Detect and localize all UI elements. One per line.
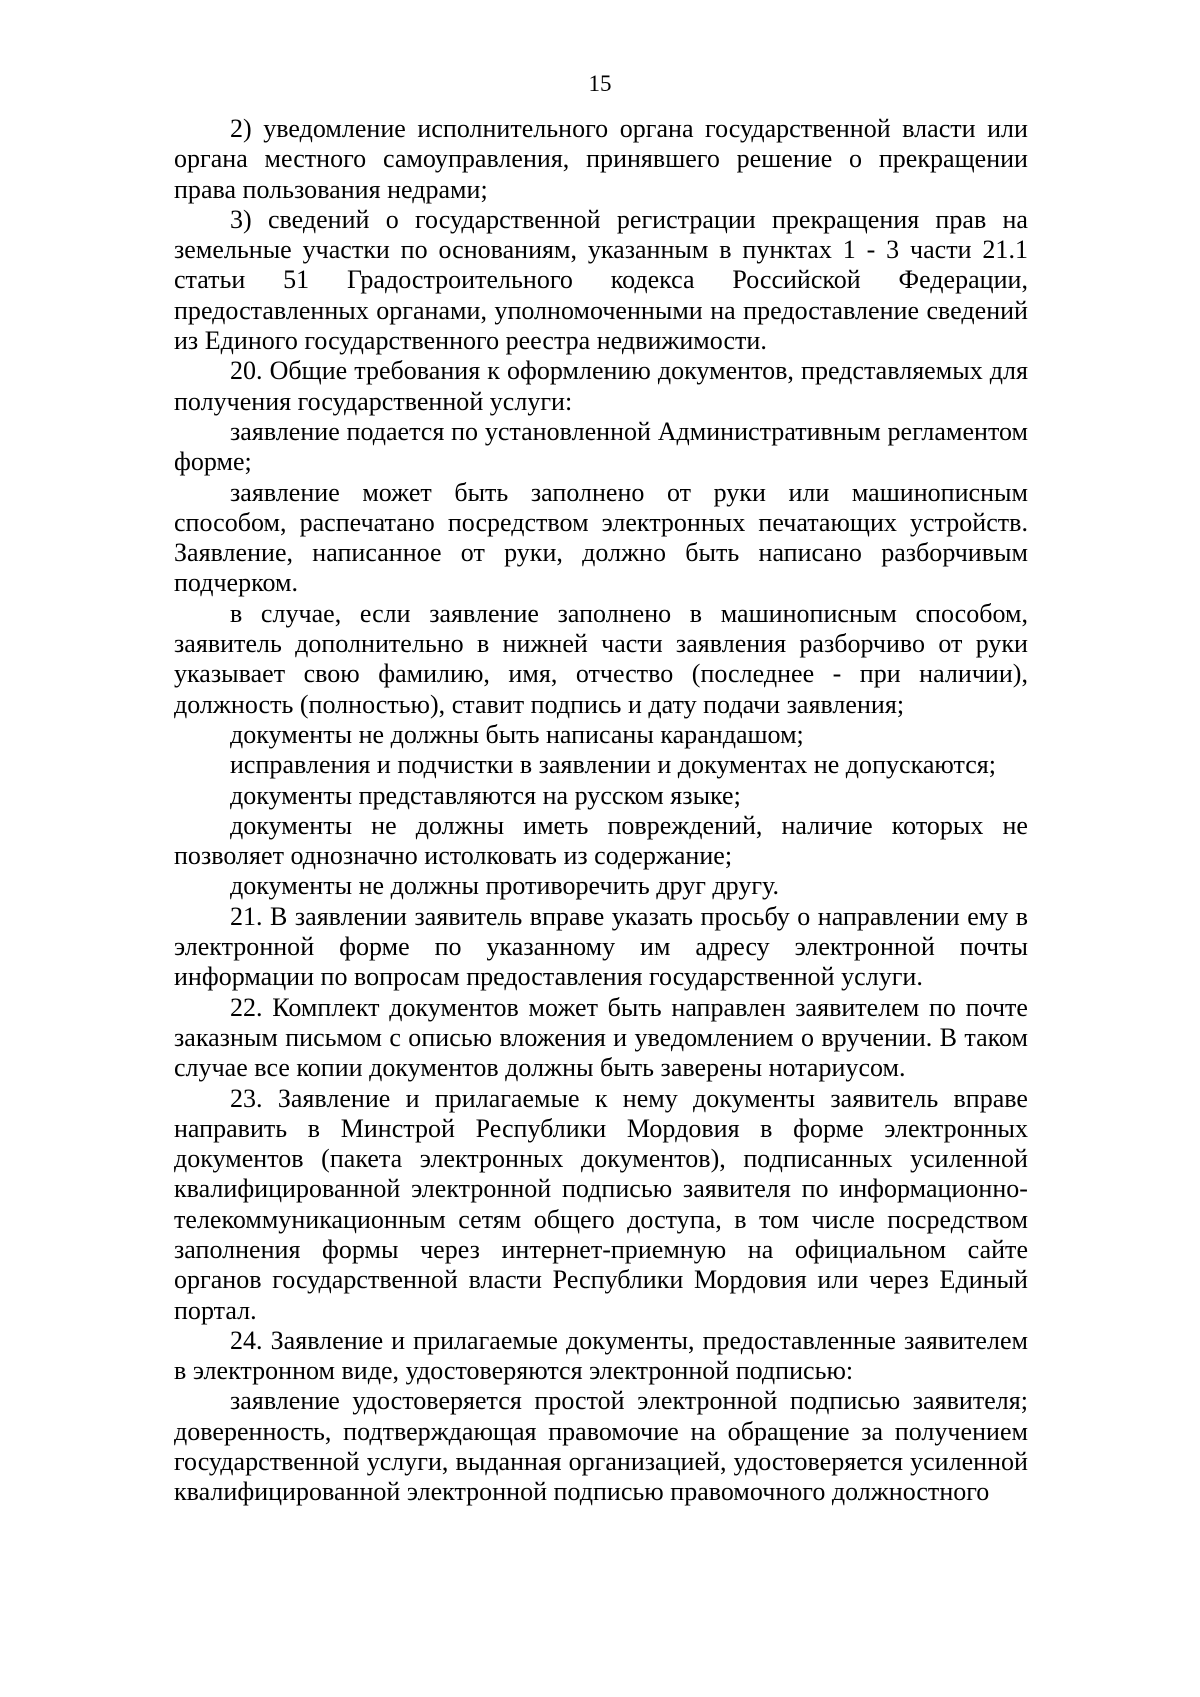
paragraph: 23. Заявление и прилагаемые к нему документы заявитель вправе направить в Минстрой Республики Мордовия в форме электронных документов (пакета электронных документов), подписанных усиленной квалифицированной электронной подписью заявителя по информационно-телекоммуникационным сетям общего доступа, в том числе посредством заполнения формы через интернет-приемную на официальном сайте органов государственной власти Республики Мордовия или через Единый портал. <box>174 1083 1028 1325</box>
paragraph: заявление подается по установленной Административным регламентом форме; <box>174 416 1028 477</box>
paragraph: документы не должны быть написаны карандашом; <box>230 719 804 749</box>
paragraph: 2) уведомление исполнительного органа государственной власти или органа местного самоуправления, принявшего решение о прекращении права пользования недрами; <box>174 114 1028 204</box>
paragraph: 20. Общие требования к оформлению документов, представляемых для получения государственной услуги: <box>174 356 1028 416</box>
paragraph: исправления и подчистки в заявлении и документах не допускаются; <box>230 750 996 780</box>
page-number: 15 <box>588 71 612 96</box>
paragraph: документы представляются на русском языке; <box>230 780 741 810</box>
paragraph: документы не должны иметь повреждений, наличие которых не позволяет однозначно истолковать из содержание; <box>174 810 1028 871</box>
paragraph: заявление может быть заполнено от руки или машинописным способом, распечатано посредством электронных печатающих устройств. Заявление, написанное от руки, должно быть написано разборчивым подчерком. <box>174 477 1028 598</box>
paragraph: 3) сведений о государственной регистрации прекращения прав на земельные участки по основаниям, указанным в пунктах 1 - 3 части 21.1 статьи 51 Градостроительного кодекса Российской Федерации, предоставленных органами, уполномоченными на предоставление сведений из Единого государственного реестра недвижимости. <box>174 204 1028 356</box>
document-body <box>174 114 1028 1508</box>
paragraph: заявление удостоверяется простой электронной подписью заявителя; доверенность, подтверждающая правомочие на обращение за получением государственной услуги, выданная организацией, удостоверяется усиленной квалифицированной электронной подписью правомочного должностного <box>174 1386 1028 1507</box>
paragraph: 21. В заявлении заявитель вправе указать просьбу о направлении ему в электронной форме по указанному им адресу электронной почты информации по вопросам предоставления государственной услуги. <box>174 901 1028 992</box>
paragraph: 24. Заявление и прилагаемые документы, предоставленные заявителем в электронном виде, удостоверяются электронной подписью: <box>174 1325 1028 1386</box>
paragraph: 22. Комплект документов может быть направлен заявителем по почте заказным письмом с описью вложения и уведомлением о вручении. В таком случае все копии документов должны быть заверены нотариусом. <box>174 992 1028 1083</box>
paragraph: в случае, если заявление заполнено в машинописным способом, заявитель дополнительно в нижней части заявления разборчиво от руки указывает свою фамилию, имя, отчество (последнее - при наличии), должность (полностью), ставит подпись и дату подачи заявления; <box>174 598 1028 719</box>
paragraph: документы не должны противоречить друг другу. <box>230 871 779 901</box>
